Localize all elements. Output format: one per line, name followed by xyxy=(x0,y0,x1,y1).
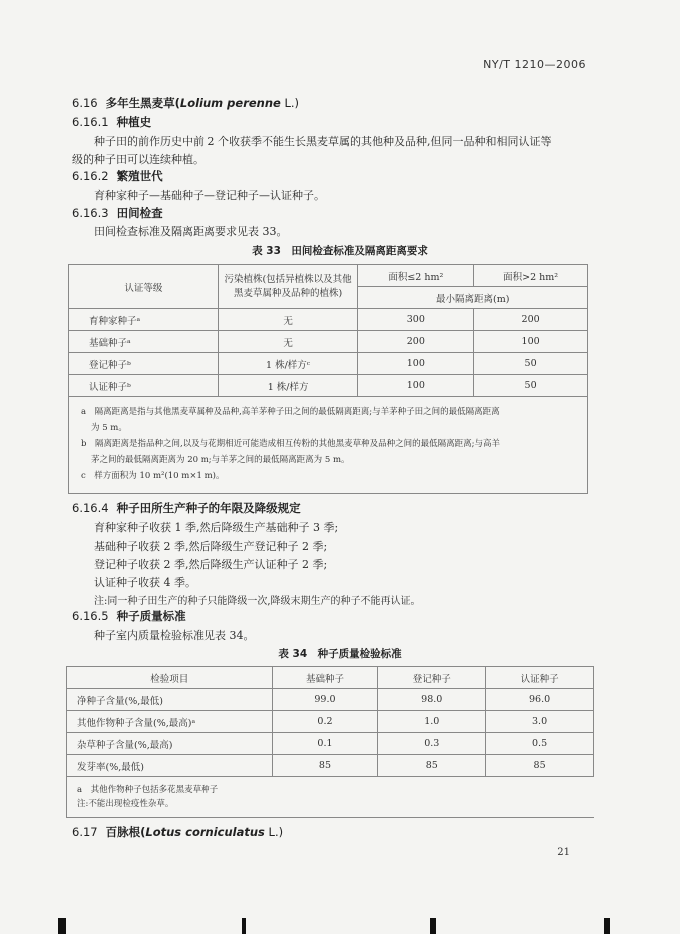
table-33-notes xyxy=(69,397,588,494)
table-34-notes xyxy=(67,777,594,818)
section-title: 多年生黑麦草( xyxy=(105,96,180,110)
paragraph: 种子室内质量检验标准见表 34。 xyxy=(94,629,255,642)
value-cell: 3.0 xyxy=(486,711,594,733)
paragraph: 田间检查标准及隔离距离要求见表 33。 xyxy=(94,225,288,238)
header-cell: 基础种子 xyxy=(272,667,378,689)
level-cell: 育种家种子ᵃ xyxy=(69,309,219,331)
paragraph-line: 育种家种子收获 1 季,然后降级生产基础种子 3 季; xyxy=(94,521,339,534)
value-cell: 98.0 xyxy=(378,689,486,711)
section-6-16-4-heading xyxy=(72,500,301,516)
table-row xyxy=(67,755,594,777)
paragraph: 种子田的前作历史中前 2 个收获季不能生长黑麦草属的其他种及品种,但同一品种和相同认证等 xyxy=(94,135,552,148)
item-cell: 净种子含量(%,最低) xyxy=(67,689,273,711)
distance-cell: 100 xyxy=(358,353,474,375)
section-6-16-5-heading xyxy=(72,608,186,624)
edge-mark xyxy=(430,918,436,934)
value-cell: 0.1 xyxy=(272,733,378,755)
distance-cell: 50 xyxy=(474,375,588,397)
paragraph: 育种家种子—基础种子—登记种子—认证种子。 xyxy=(94,189,325,202)
table-note: 注:不能出现检疫性杂草。 xyxy=(77,799,174,809)
edge-mark xyxy=(242,918,246,934)
header-cell: 检验项目 xyxy=(67,667,273,689)
table-row xyxy=(67,711,594,733)
section-title: 田间检查 xyxy=(116,206,163,220)
section-number: 6.16.3 xyxy=(72,206,109,220)
section-number: 6.16.5 xyxy=(72,609,109,623)
distance-cell: 200 xyxy=(474,309,588,331)
section-number: 6.16 xyxy=(72,96,98,110)
table-row xyxy=(69,309,588,331)
header-cell: 认证等级 xyxy=(69,265,219,309)
section-number: 6.16.1 xyxy=(72,115,109,129)
value-cell: 96.0 xyxy=(486,689,594,711)
footnote-a: a 其他作物种子包括多花黑麦草种子 xyxy=(77,785,219,795)
section-title: 种子质量标准 xyxy=(116,609,186,623)
paragraph-line: 基础种子收获 2 季,然后降级生产登记种子 2 季; xyxy=(94,540,328,553)
latin-name: Lotus corniculatus xyxy=(145,825,265,839)
item-cell: 其他作物种子含量(%,最高)ᵃ xyxy=(67,711,273,733)
table-row xyxy=(67,733,594,755)
section-6-16-2-heading xyxy=(72,168,163,184)
footnote-b-cont: 茅之间的最低隔离距离为 20 m;与羊茅之间的最低隔离距离为 5 m。 xyxy=(91,455,350,465)
section-6-16-3-heading xyxy=(72,205,163,221)
value-cell: 0.5 xyxy=(486,733,594,755)
section-number: 6.17 xyxy=(72,825,98,839)
section-title: 种植史 xyxy=(116,115,152,129)
table-34-caption: 表 34 种子质量检验标准 xyxy=(278,648,402,660)
table-34 xyxy=(66,666,594,818)
header-cell: 最小隔离距离(m) xyxy=(358,287,588,309)
table-row xyxy=(69,331,588,353)
weed-cell: 无 xyxy=(218,309,358,331)
footnote-b: b 隔离距离是指品种之间,以及与花期相近可能造成相互传粉的其他黑麦草种及品种之间的最低隔离距离;与高羊 xyxy=(81,439,501,449)
distance-cell: 50 xyxy=(474,353,588,375)
header-cell: 面积>2 hm² xyxy=(474,265,588,287)
table-header-row xyxy=(67,667,594,689)
paragraph-line: 登记种子收获 2 季,然后降级生产认证种子 2 季; xyxy=(94,558,328,571)
standard-code-header: NY/T 1210—2006 xyxy=(483,58,586,71)
value-cell: 85 xyxy=(486,755,594,777)
table-33-caption: 表 33 田间检查标准及隔离距离要求 xyxy=(252,245,428,257)
weed-cell: 1 株/样方ᶜ xyxy=(218,353,358,375)
section-title: 繁殖世代 xyxy=(116,169,163,183)
value-cell: 85 xyxy=(378,755,486,777)
header-cell: 认证种子 xyxy=(486,667,594,689)
level-cell: 认证种子ᵇ xyxy=(69,375,219,397)
footnote-c: c 样方面积为 10 m²(10 m×1 m)。 xyxy=(81,471,225,481)
value-cell: 85 xyxy=(272,755,378,777)
item-cell: 杂草种子含量(%,最高) xyxy=(67,733,273,755)
section-number: 6.16.2 xyxy=(72,169,109,183)
value-cell: 0.2 xyxy=(272,711,378,733)
section-number: 6.16.4 xyxy=(72,501,109,515)
distance-cell: 200 xyxy=(358,331,474,353)
distance-cell: 100 xyxy=(358,375,474,397)
weed-cell: 1 株/样方 xyxy=(218,375,358,397)
section-6-17-heading xyxy=(72,824,283,840)
header-cell: 面积≤2 hm² xyxy=(358,265,474,287)
header-cell: 污染植株(包括异植株以及其他黑麦草属种及品种的植株) xyxy=(218,265,358,309)
header-cell: 登记种子 xyxy=(378,667,486,689)
paragraph: 级的种子田可以连续种植。 xyxy=(72,153,204,166)
table-row xyxy=(69,375,588,397)
value-cell: 99.0 xyxy=(272,689,378,711)
section-title: 百脉根( xyxy=(105,825,146,839)
section-6-16-1-heading xyxy=(72,114,151,130)
table-row xyxy=(67,689,594,711)
paragraph-line: 认证种子收获 4 季。 xyxy=(94,576,196,589)
distance-cell: 300 xyxy=(358,309,474,331)
footnote-a-cont: 为 5 m。 xyxy=(91,423,127,433)
item-cell: 发芽率(%,最低) xyxy=(67,755,273,777)
section-title: 种子田所生产种子的年限及降级规定 xyxy=(116,501,301,515)
value-cell: 1.0 xyxy=(378,711,486,733)
level-cell: 登记种子ᵇ xyxy=(69,353,219,375)
edge-mark xyxy=(604,918,610,934)
scan-edge-marks xyxy=(0,918,680,934)
section-6-16-heading xyxy=(72,95,299,111)
footnote-a: a 隔离距离是指与其他黑麦草属种及品种,高羊茅种子田之间的最低隔离距离;与羊茅种子田之间的最低隔离距离 xyxy=(81,407,500,417)
latin-suffix: L.) xyxy=(264,825,284,839)
table-33 xyxy=(68,264,588,494)
value-cell: 0.3 xyxy=(378,733,486,755)
level-cell: 基础种子ᵃ xyxy=(69,331,219,353)
note: 注:同一种子田生产的种子只能降级一次,降级末期生产的种子不能再认证。 xyxy=(94,596,421,607)
edge-mark xyxy=(58,918,66,934)
latin-suffix: L.) xyxy=(280,96,300,110)
latin-name: Lolium perenne xyxy=(179,96,281,110)
weed-cell: 无 xyxy=(218,331,358,353)
distance-cell: 100 xyxy=(474,331,588,353)
table-row xyxy=(69,353,588,375)
page-number: 21 xyxy=(557,847,570,858)
